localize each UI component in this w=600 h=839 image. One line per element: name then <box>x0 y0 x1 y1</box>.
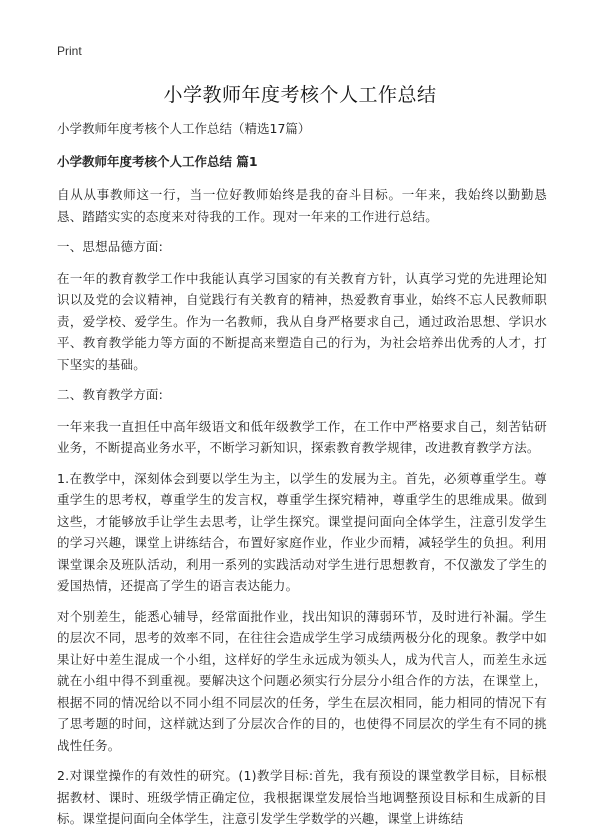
paragraph-weak-students: 对个别差生，能悉心辅导，经常面批作业，找出知识的薄弱环节，及时进行补漏。学生的层次不同，思考的效率不同，在往往会造成学生学习成绩两极分化的现象。教学中如果让好中差生混成一个小组，这样好的学生永远成为领头人，成为代言人，而差生永远就在小组中得不到重视。要解决这个问题必须实行分层分小组合作的方法，在课堂上，根据不同的情况给以不同小组不同层次的任务，学生在层次相同，能力相同的情况下有了思考题的时间，这样就达到了分层次合作的目的，也使得不同层次的学生有不同的挑战性任务。 <box>57 608 547 753</box>
heading-moral: 一、思想品德方面: <box>57 239 164 254</box>
heading-teaching: 二、教育教学方面: <box>57 387 164 402</box>
section-heading: 小学教师年度考核个人工作总结 篇1 <box>57 154 258 169</box>
paragraph-intro: 自从从事教师这一行，当一位好教师始终是我的奋斗目标。一年来，我始终以勤勤恳恳、踏踏实实的态度来对待我的工作。现对一年来的工作进行总结。 <box>57 187 547 224</box>
paragraph-point-1: 1.在教学中，深刻体会到要以学生为主，以学生的发展为主。首先，必须尊重学生。尊重学生的思考权，尊重学生的发言权，尊重学生探究精神，尊重学生的思维成果。做到这些，才能够放手让学生去思考，让学生探究。课堂提问面向全体学生，注意引发学生的学习兴趣，课堂上讲练结合，布置好家庭作业，作业少而精，减轻学生的负担。利用课堂课余及班队活动，利用一系列的实践活动对学生进行思想教育，不仅激发了学生的爱国热情，还提高了学生的语言表达能力。 <box>57 470 547 593</box>
document-subtitle: 小学教师年度考核个人工作总结（精选17篇） <box>57 121 311 136</box>
page-title: 小学教师年度考核个人工作总结 <box>163 84 437 106</box>
paragraph-point-2: 2.对课堂操作的有效性的研究。(1)教学目标:首先，我有预设的课堂教学目标，目标根据教材、课时、班级学情正确定位，我根据课堂发展恰当地调整预设目标和生成新的目标。课堂提问面向全体学生，注意引发学生学数学的兴趣，课堂上讲练结 <box>57 768 547 826</box>
print-link[interactable]: Print <box>57 44 82 58</box>
document-body <box>57 120 547 839</box>
paragraph-moral: 在一年的教育教学工作中我能认真学习国家的有关教育方针，认真学习党的先进理论知识以及党的会议精神，自觉践行有关教育的精神，热爱教育事业，始终不忘人民教师职责，爱学校、爱学生。作为一名教师，我从自身严格要求自己，通过政治思想、学识水平、教育教学能力等方面的不断提高来塑造自己的行为，为社会培养出优秀的人才，打下坚实的基础。 <box>57 270 547 372</box>
paragraph-teaching: 一年来我一直担任中高年级语文和低年级教学工作，在工作中严格要求自己，刻苦钻研业务，不断提高业务水平，不断学习新知识，探索教育教学规律，改进教育教学方法。 <box>57 418 547 455</box>
